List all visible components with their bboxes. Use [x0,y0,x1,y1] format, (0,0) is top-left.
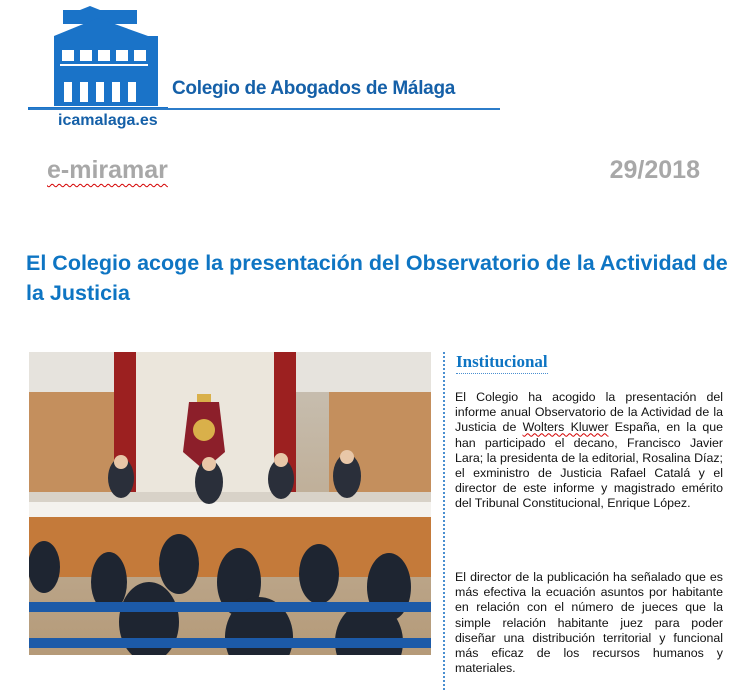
newsletter-name: e-miramar [47,156,168,184]
article-paragraph: El director de la publicación ha señalado que es más efectiva la ecuación asuntos por habitante en relación con el número de jueces que la simple relación habitante juez para poder diseñar una distribución territorial y funcional más eficaz de los recursos humanos y materiales. [455,570,723,676]
website-link[interactable]: icamalaga.es [58,112,158,129]
paragraph-text: El Colegio ha acogido la presentación del informe anual Observatorio de la Actividad de la Justicia de [455,390,723,435]
header [0,0,745,140]
article-paragraph [455,390,723,512]
section-label: Institucional [456,352,548,374]
header-divider [30,108,500,110]
event-photo-image [29,352,431,655]
column-divider [443,352,445,690]
article-title: El Colegio acoge la presentación del Observatorio de la Actividad de la Justicia [26,251,728,305]
org-name: Colegio de Abogados de Málaga [172,78,456,99]
event-photo [29,352,431,655]
paragraph-text: España, en la que han participado el decano, Francisco Javier Lara; la presidenta de la editorial, Rosalina Díaz; el exministro de Justicia Rafael Catalá y el director de este informe y magistrado emérito del Tribunal Constitucional, Enrique López. [455,420,723,511]
building-logo-icon[interactable] [28,4,168,110]
issue-number: 29/2018 [609,156,700,184]
spellcheck-word: Wolters Kluwer [522,420,609,435]
